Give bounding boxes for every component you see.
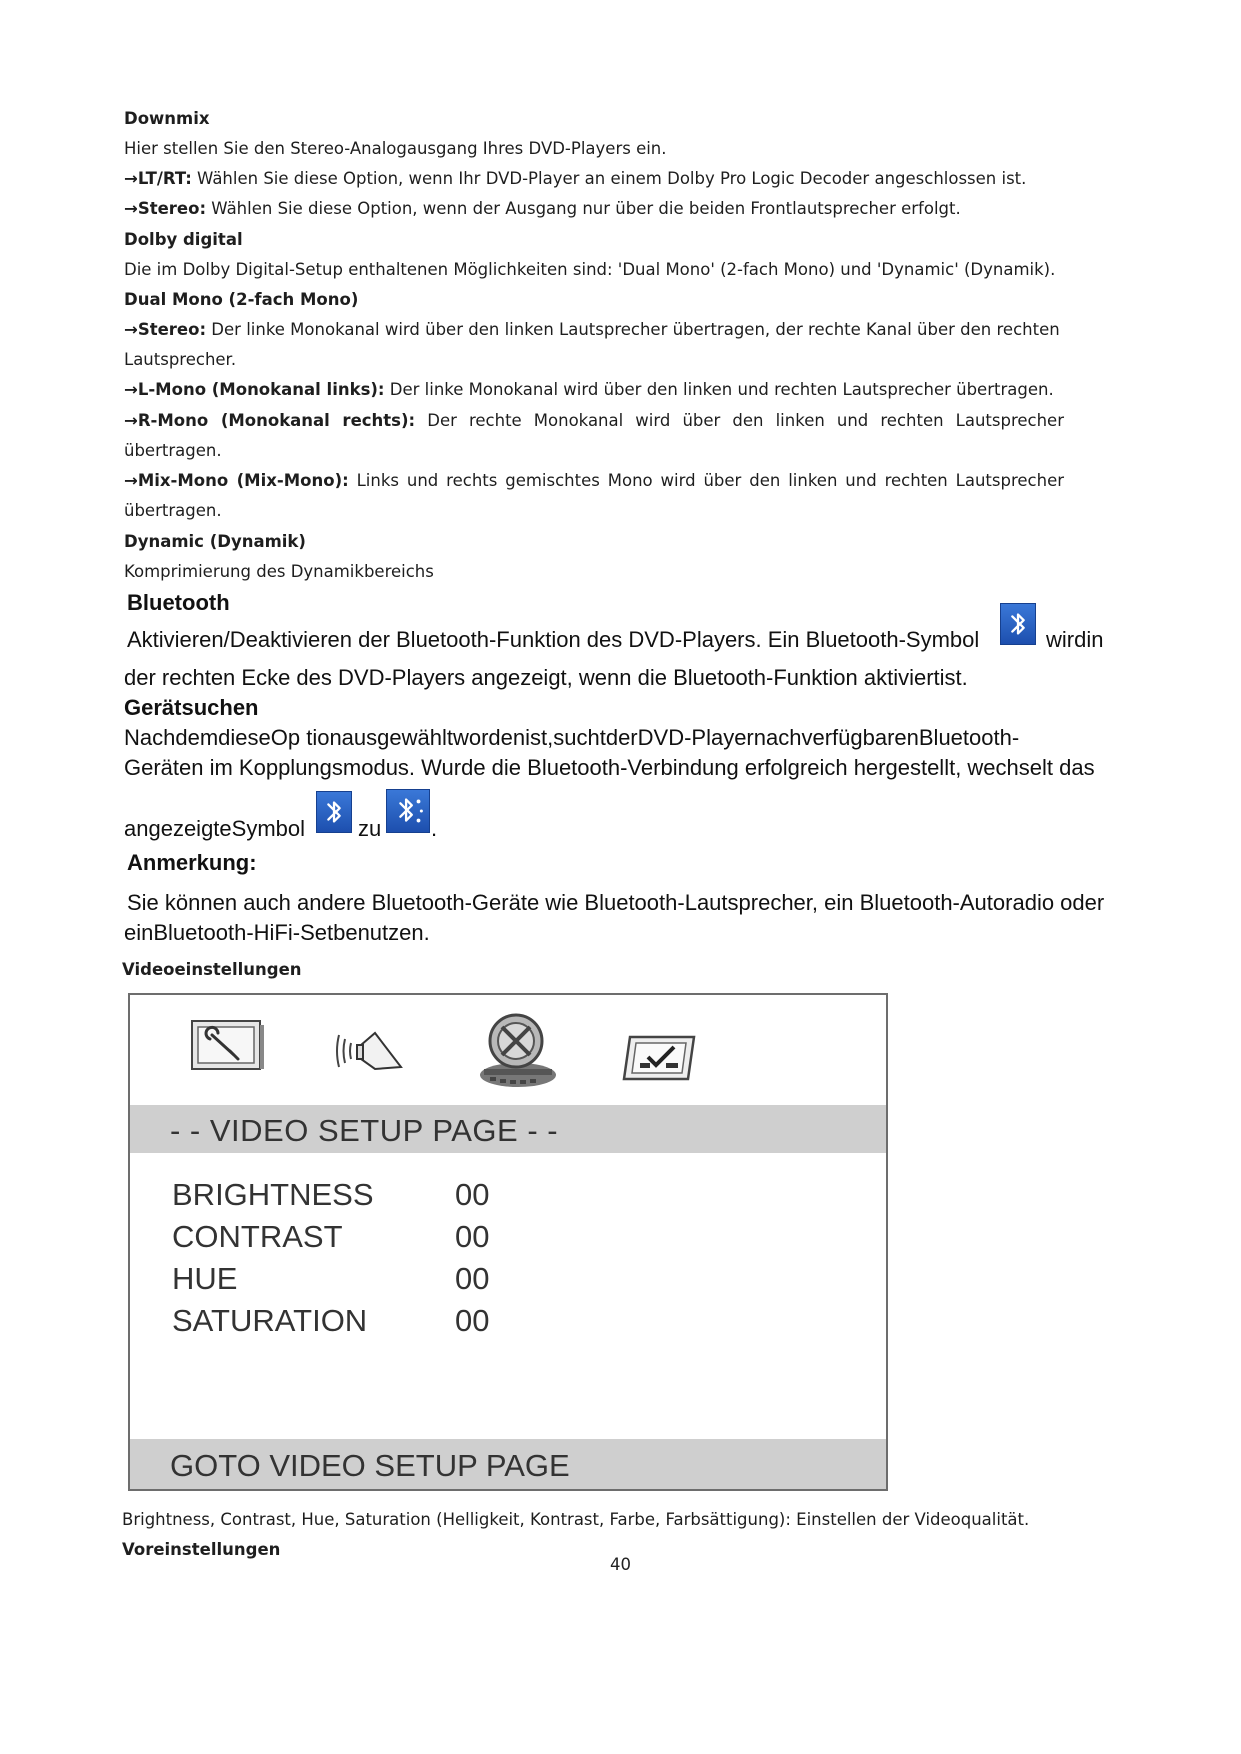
search-line1: NachdemdieseOp tionausgewähltwordenist,suchtderDVD-PlayernachverfügbarenBluetooth- (124, 725, 1020, 750)
bluetooth-line1-end: wirdin (1046, 627, 1104, 652)
search-heading: Gerätsuchen (124, 695, 259, 720)
page-number: 40 (610, 1555, 631, 1574)
contrast-value: 00 (455, 1219, 490, 1254)
search-line3: angezeigteSymbol (124, 816, 306, 841)
hue-value: 00 (455, 1261, 490, 1296)
bluetooth-line2: der rechten Ecke des DVD-Players angezeigt, wenn die Bluetooth-Funktion aktiviertist. (124, 665, 968, 690)
video-caption: Brightness, Contrast, Hue, Saturation (Helligkeit, Kontrast, Farbe, Farbsättigung): Einstellen der Videoqualität. (122, 1510, 1030, 1529)
preference-check-icon[interactable] (622, 1033, 698, 1083)
general-setup-icon[interactable] (190, 1017, 266, 1073)
video-setup-title: - - VIDEO SETUP PAGE - - (170, 1113, 559, 1148)
dynamic-text: Komprimierung des Dynamikbereichs (124, 562, 434, 581)
dynamic-heading: Dynamic (Dynamik) (124, 532, 306, 551)
preset-heading: Voreinstellungen (122, 1540, 281, 1559)
bluetooth-heading: Bluetooth (127, 590, 230, 615)
bluetooth-connected-icon (386, 789, 430, 833)
video-setup-header (130, 1105, 886, 1153)
brightness-value: 00 (455, 1177, 490, 1212)
dualmono-lmono: →L-Mono (Monokanal links): Der linke Monokanal wird über den linken und rechten Lautsprecher übertragen. (124, 380, 1054, 399)
hue-label[interactable]: HUE (172, 1261, 238, 1296)
note-line1: Sie können auch andere Bluetooth-Geräte wie Bluetooth-Lautsprecher, ein Bluetooth-Autoradio oder (127, 890, 1105, 915)
downmix-heading: Downmix (124, 109, 210, 128)
setup-icon-bar (130, 995, 886, 1105)
video-setup-screen (128, 993, 888, 1491)
video-heading: Videoeinstellungen (122, 960, 302, 979)
speaker-icon[interactable] (335, 1023, 409, 1079)
dualmono-stereo-cont: Lautsprecher. (124, 350, 237, 369)
dolby-text: Die im Dolby Digital-Setup enthaltenen Möglichkeiten sind: 'Dual Mono' (2-fach Mono) und 'Dynamic' (Dynamik). (124, 260, 1056, 279)
saturation-value: 00 (455, 1303, 490, 1338)
bluetooth-icon (316, 791, 352, 833)
bluetooth-line1: Aktivieren/Deaktivieren der Bluetooth-Funktion des DVD-Players. Ein Bluetooth-Symbol (127, 627, 980, 652)
downmix-ltrt: →LT/RT: Wählen Sie diese Option, wenn Ihr DVD-Player an einem Dolby Pro Logic Decoder angeschlossen ist. (124, 169, 1027, 188)
video-reel-icon[interactable] (478, 1011, 562, 1091)
search-line3-mid: zu (358, 816, 382, 841)
dualmono-heading: Dual Mono (2-fach Mono) (124, 290, 359, 309)
video-setup-footer (130, 1439, 886, 1489)
note-line2: einBluetooth-HiFi-Setbenutzen. (124, 920, 430, 945)
dualmono-rmono-cont: übertragen. (124, 441, 222, 460)
video-setup-footer-text: GOTO VIDEO SETUP PAGE (170, 1448, 570, 1483)
search-line3-end: . (431, 816, 438, 841)
dualmono-mixmono-cont: übertragen. (124, 501, 222, 520)
brightness-label[interactable]: BRIGHTNESS (172, 1177, 374, 1212)
dualmono-mixmono: →Mix-Mono (Mix-Mono): Links und rechts gemischtes Mono wird über den linken und rechten Lautsprecher (124, 471, 1065, 490)
dolby-heading: Dolby digital (124, 230, 243, 249)
dualmono-stereo: →Stereo: Der linke Monokanal wird über den linken Lautsprecher übertragen, der rechte Kanal über den rechten (124, 320, 1060, 339)
bluetooth-icon (1000, 603, 1036, 645)
saturation-label[interactable]: SATURATION (172, 1303, 368, 1338)
downmix-intro: Hier stellen Sie den Stereo-Analogausgang Ihres DVD-Players ein. (124, 139, 667, 158)
note-heading: Anmerkung: (127, 850, 257, 875)
dualmono-rmono: →R-Mono (Monokanal rechts): Der rechte Monokanal wird über den linken und rechten Lautsprecher (124, 411, 1064, 430)
contrast-label[interactable]: CONTRAST (172, 1219, 343, 1254)
search-line2: Geräten im Kopplungsmodus. Wurde die Bluetooth-Verbindung erfolgreich hergestellt, wechselt das (124, 755, 1095, 780)
downmix-stereo: →Stereo: Wählen Sie diese Option, wenn der Ausgang nur über die beiden Frontlautsprecher erfolgt. (124, 199, 961, 218)
